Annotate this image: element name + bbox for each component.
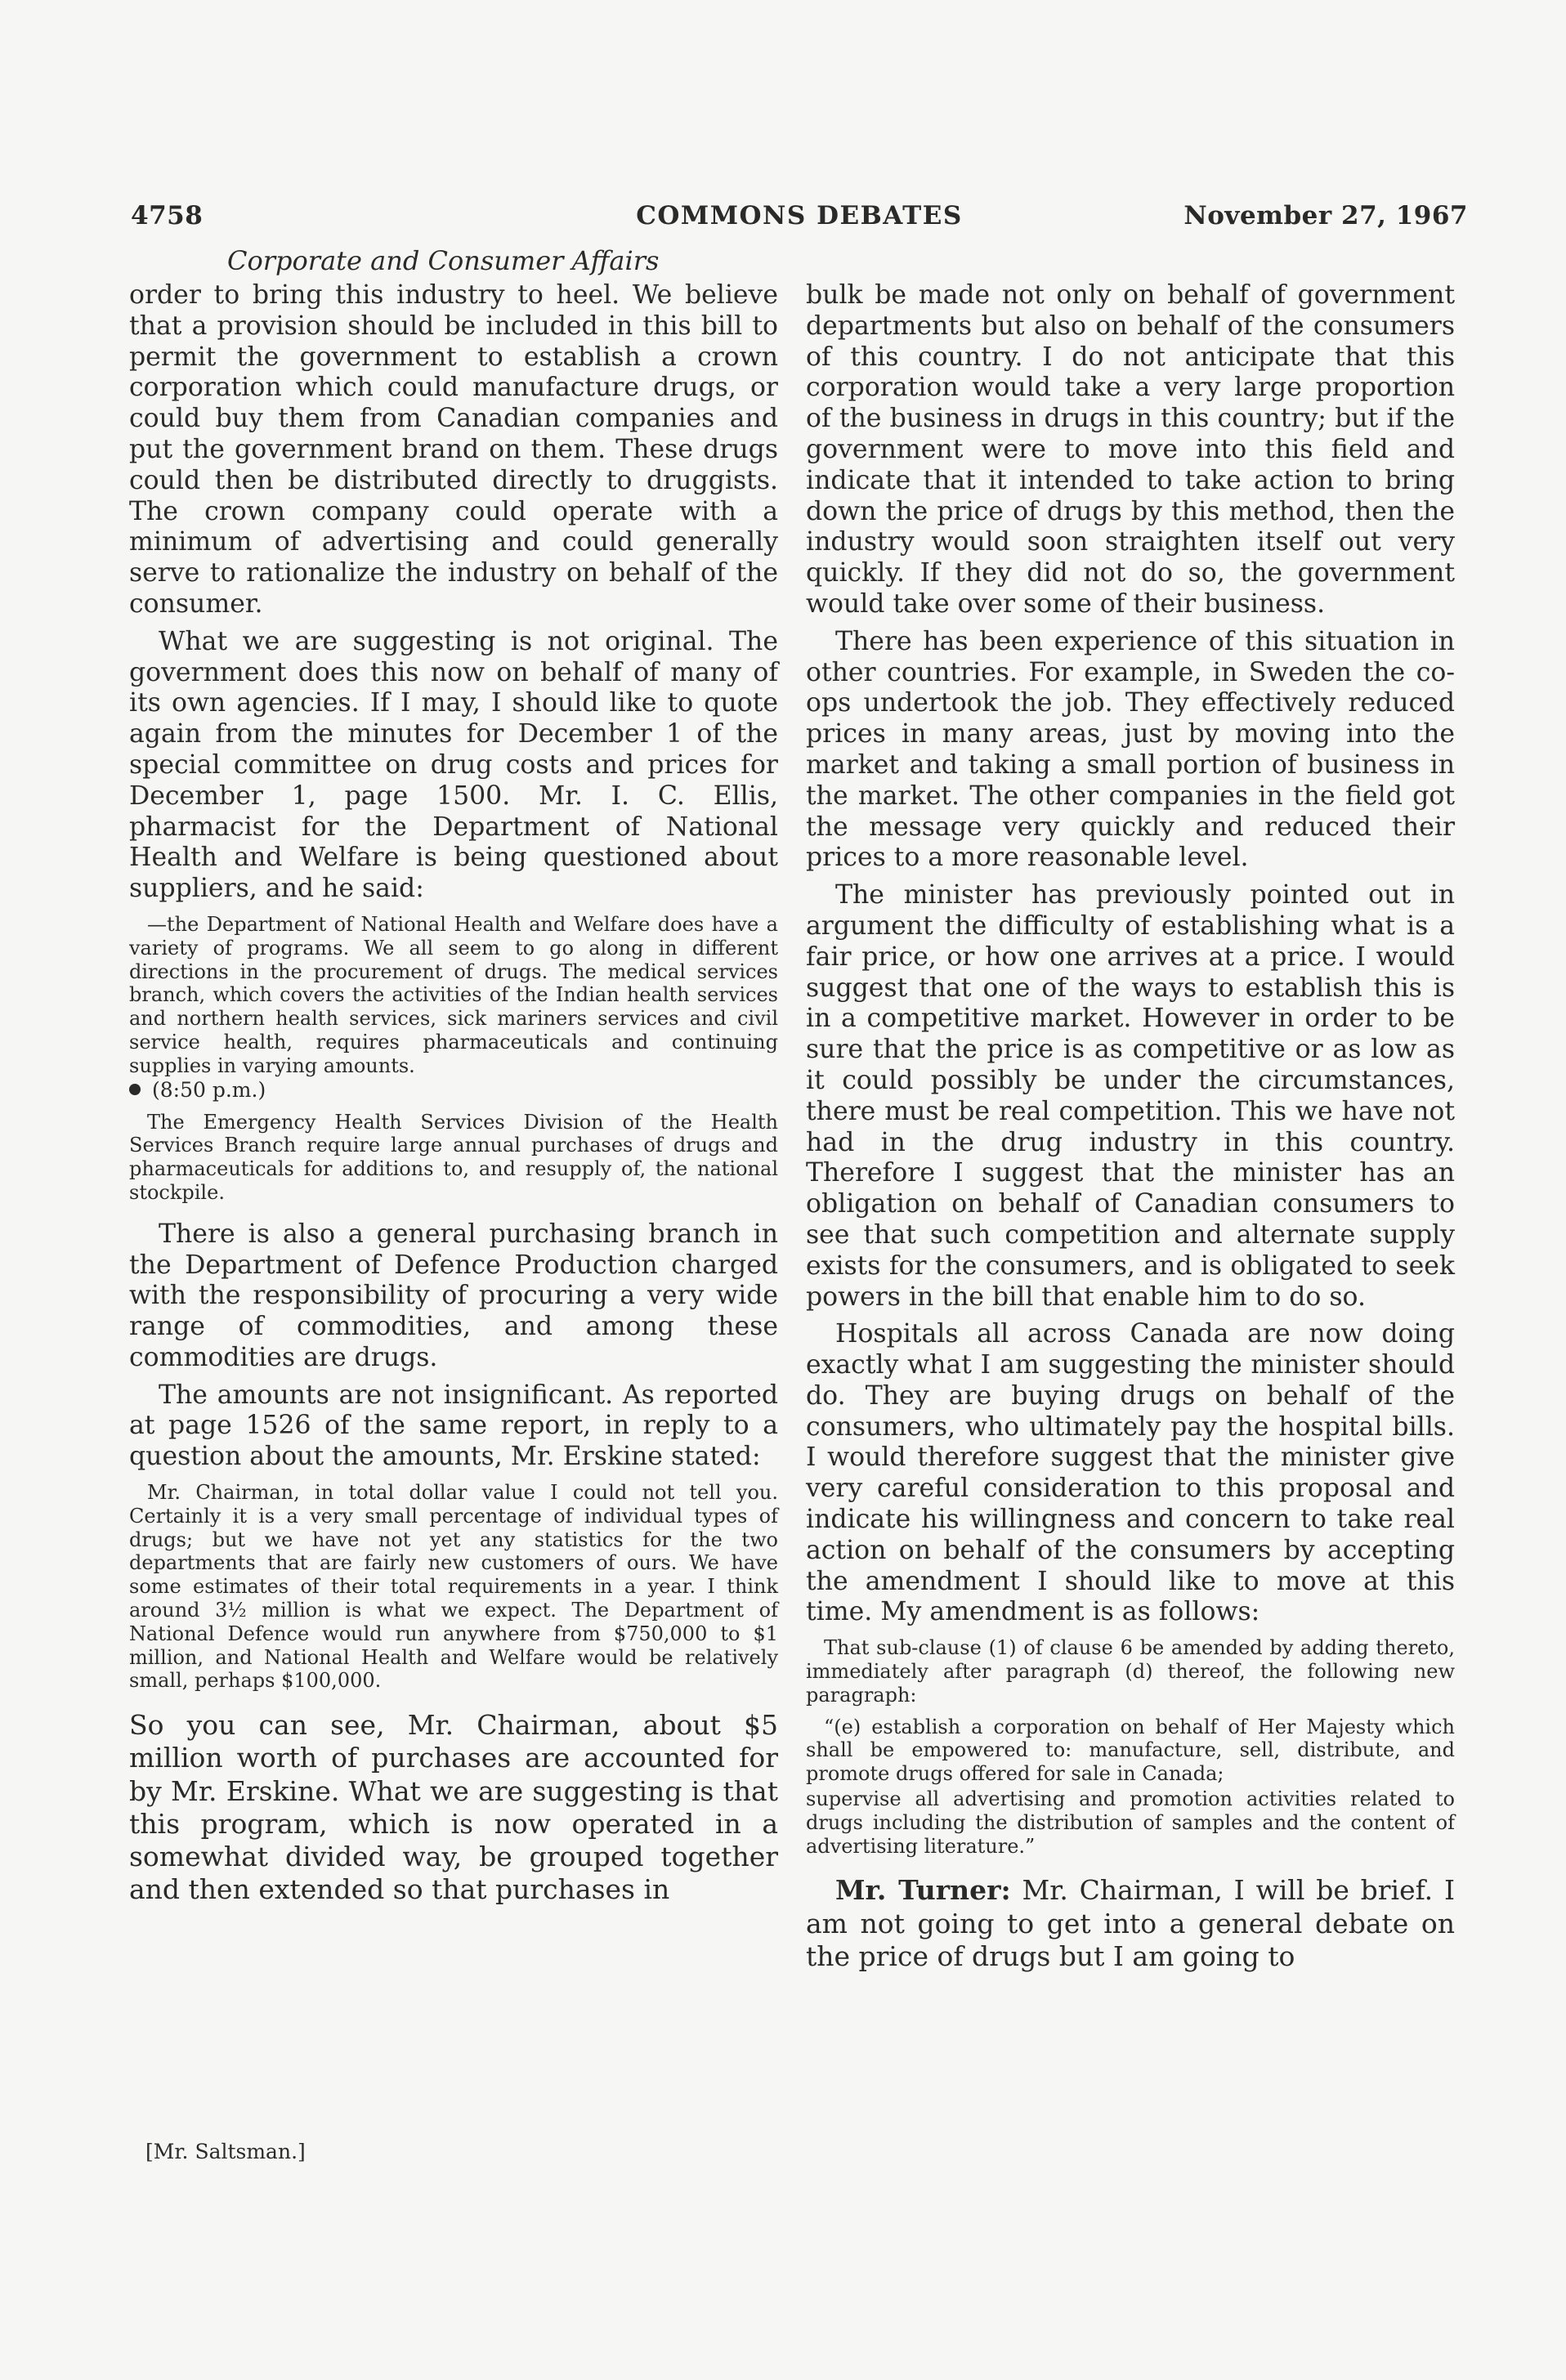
paragraph: There is also a general purchasing branch in the Department of Defence Production charged with the responsibility of procuring a very wide range of commodities, and among these commodities are drugs. bbox=[129, 1219, 778, 1372]
paragraph-continued: order to bring this industry to heel. We believe that a provision should be included in this bill to permit the government to establish a crown corporation which could manufacture drugs, or could buy them from Canadian companies and put the government brand on them. These drugs could then be distributed directly to druggists. The crown company could operate with a minimum of advertising and could generally serve to rationalize the industry on behalf of the consumer. bbox=[129, 280, 778, 619]
left-column bbox=[129, 280, 778, 1906]
paragraph: Hospitals all across Canada are now doing exactly what I am suggesting the minister should do. They are buying drugs on behalf of the consumers, who ultimately pay the hospital bills. I would therefore suggest that the minister give very careful consideration to this proposal and indicate his willingness and concern to take real action on behalf of the consumers by accepting the amendment I should like to move at this time. My amendment is as follows: bbox=[806, 1319, 1455, 1627]
paragraph-continued: bulk be made not only on behalf of government departments but also on behalf of the consumers of this country. I do not anticipate that this corporation would take a very large proportion of the business in drugs in this country; but if the government were to move into this field and indicate that it intended to take action to bring down the price of drugs by this method, then the industry would soon straighten itself out very quickly. If they did not do so, the government would take over some of their business. bbox=[806, 280, 1455, 619]
publication-title: COMMONS DEBATES bbox=[636, 201, 963, 230]
speaker-text: Mr. Chairman, I will be brief. I am not going to get into a general debate on the price of drugs but I am going to bbox=[806, 1874, 1455, 1972]
amendment-text: supervise all advertising and promotion activities related to drugs including the distribution of samples and the content of advertising literature.” bbox=[806, 1787, 1455, 1858]
section-subheading: Corporate and Consumer Affairs bbox=[227, 245, 660, 276]
amendment-text: “(e) establish a corporation on behalf of Her Majesty which shall be empowered to: manufacture, sell, distribute, and promote drugs offered for sale in Canada; bbox=[806, 1715, 1455, 1786]
paragraph: So you can see, Mr. Chairman, about $5 million worth of purchases are accounted for by Mr. Erskine. What we are suggesting is that this program, which is now operated in a somewhat divided way, be grouped together and then extended so that purchases in bbox=[129, 1709, 778, 1906]
amendment-text: That sub-clause (1) of clause 6 be amended by adding thereto, immediately after paragraph (d) thereof, the following new paragraph: bbox=[806, 1636, 1455, 1707]
page-number: 4758 bbox=[131, 201, 204, 230]
time-marker bbox=[129, 1078, 778, 1103]
paragraph: The amounts are not insignificant. As reported at page 1526 of the same report, in reply to a question about the amounts, Mr. Erskine stated: bbox=[129, 1380, 778, 1472]
right-column bbox=[806, 280, 1455, 1973]
paragraph: The minister has previously pointed out in argument the difficulty of establishing what is a fair price, or how one arrives at a price. I would suggest that one of the ways to establish this is in a competitive market. However in order to be sure that the price is as competitive or as low as it could possibly be under the circumstances, there must be real competition. This we have not had in the drug industry in this country. Therefore I suggest that the minister has an obligation on behalf of Canadian consumers to see that such competition and alternate supply exists for the consumers, and is obligated to seek powers in the bill that enable him to do so. bbox=[806, 880, 1455, 1312]
bullet-icon bbox=[129, 1084, 141, 1095]
debate-date: November 27, 1967 bbox=[1183, 201, 1468, 230]
speaker-reference: [Mr. Saltsman.] bbox=[145, 2140, 306, 2163]
block-quote: The Emergency Health Services Division of the Health Services Branch require large annual purchases of drugs and pharmaceuticals for additions to, and resupply of, the national stockpile. bbox=[129, 1110, 778, 1204]
block-quote: Mr. Chairman, in total dollar value I could not tell you. Certainly it is a very small percentage of individual types of drugs; but we have not yet any statistics for the two departments that are fairly new customers of ours. We have some estimates of their total requirements in a year. I think around 3½ million is what we expect. The Department of National Defence would run anywhere from $750,000 to $1 million, and National Health and Welfare would be relatively small, perhaps $100,000. bbox=[129, 1481, 778, 1693]
page-header bbox=[131, 201, 1468, 239]
block-quote: —the Department of National Health and Welfare does have a variety of programs. We all seem to go along in different directions in the procurement of drugs. The medical services branch, which covers the activities of the Indian health services and northern health services, sick mariners services and civil service health, requires pharmaceuticals and continuing supplies in varying amounts. bbox=[129, 912, 778, 1077]
speaker-paragraph bbox=[806, 1874, 1455, 1973]
paragraph: What we are suggesting is not original. The government does this now on behalf of many of its own agencies. If I may, I should like to quote again from the minutes for December 1 of the special committee on drug costs and prices for December 1, page 1500. Mr. I. C. Ellis, pharmacist for the Department of National Health and Welfare is being questioned about suppliers, and he said: bbox=[129, 626, 778, 904]
speaker-name: Mr. Turner: bbox=[835, 1874, 1011, 1907]
paragraph: There has been experience of this situation in other countries. For example, in Sweden the co-ops undertook the job. They effectively reduced prices in many areas, just by moving into the market and taking a small portion of business in the market. The other companies in the field got the message very quickly and reduced their prices to a more reasonable level. bbox=[806, 626, 1455, 873]
time-marker-text: (8:50 p.m.) bbox=[152, 1077, 266, 1102]
